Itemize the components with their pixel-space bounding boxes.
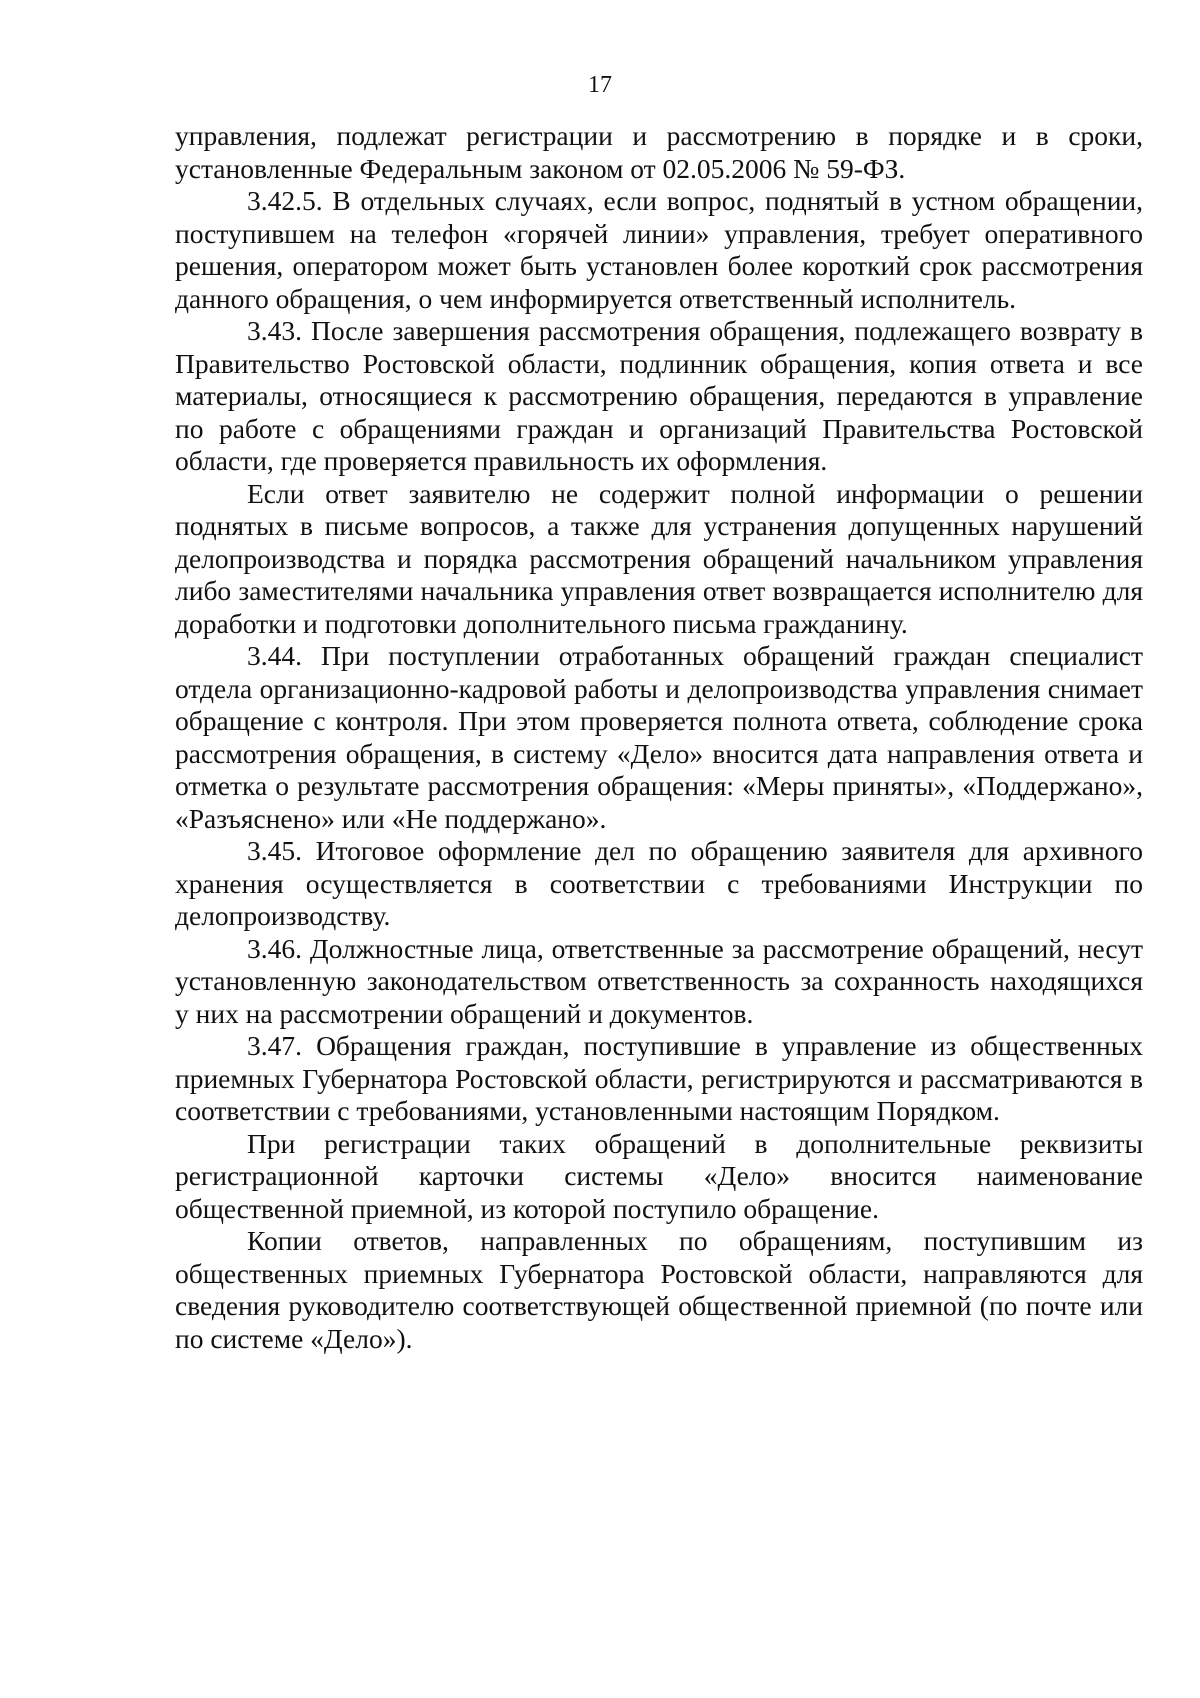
paragraph-3-47-copies: Копии ответов, направленных по обращениям, поступившим из общественных приемных Губернатора Ростовской области, направляются для сведения руководителю соответствующей общественной приемной (по почте или по системе «Дело»).: [175, 1225, 1143, 1354]
paragraph-3-44: 3.44. При поступлении отработанных обращений граждан специалист отдела организационно-кадровой работы и делопроизводства управления снимает обращение с контроля. При этом проверяется полнота ответа, соблюдение срока рассмотрения обращения, в систему «Дело» вносится дата направления ответа и отметка о результате рассмотрения обращения: «Меры приняты», «Поддержано», «Разъяснено» или «Не поддержано».: [175, 640, 1143, 834]
paragraph-continuation: управления, подлежат регистрации и рассмотрению в порядке и в сроки, установленные Федеральным законом от 02.05.2006 № 59-ФЗ.: [175, 120, 1143, 184]
paragraph-3-47: 3.47. Обращения граждан, поступившие в управление из общественных приемных Губернатора Ростовской области, регистрируются и рассматриваются в соответствии с требованиями, установленными настоящим Порядком.: [175, 1030, 1143, 1126]
paragraph-3-43: 3.43. После завершения рассмотрения обращения, подлежащего возврату в Правительство Ростовской области, подлинник обращения, копия ответа и все материалы, относящиеся к рассмотрению обращения, передаются в управление по работе с обращениями граждан и организаций Правительства Ростовской области, где проверяется правильность их оформления.: [175, 315, 1143, 476]
page-number: 17: [588, 72, 612, 98]
paragraph-3-45: 3.45. Итоговое оформление дел по обращению заявителя для архивного хранения осуществляется в соответствии с требованиями Инструкции по делопроизводству.: [175, 835, 1143, 931]
paragraph-3-43-return: Если ответ заявителю не содержит полной информации о решении поднятых в письме вопросов, а также для устранения допущенных нарушений делопроизводства и порядка рассмотрения обращений начальником управления либо заместителями начальника управления ответ возвращается исполнителю для доработки и подготовки дополнительного письма гражданину.: [175, 477, 1143, 639]
paragraph-3-46: 3.46. Должностные лица, ответственные за рассмотрение обращений, несут установленную законодательством ответственность за сохранность находящихся у них на рассмотрении обращений и документов.: [175, 932, 1143, 1029]
paragraph-3-42-5: 3.42.5. В отдельных случаях, если вопрос, поднятый в устном обращении, поступившем на телефон «горячей линии» управления, требует оперативного решения, оператором может быть установлен более короткий срок рассмотрения данного обращения, о чем информируется ответственный исполнитель.: [175, 185, 1143, 314]
document-body: [175, 120, 1143, 1355]
paragraph-3-47-registration: При регистрации таких обращений в дополнительные реквизиты регистрационной карточки системы «Дело» вносится наименование общественной приемной, из которой поступило обращение.: [175, 1127, 1143, 1224]
